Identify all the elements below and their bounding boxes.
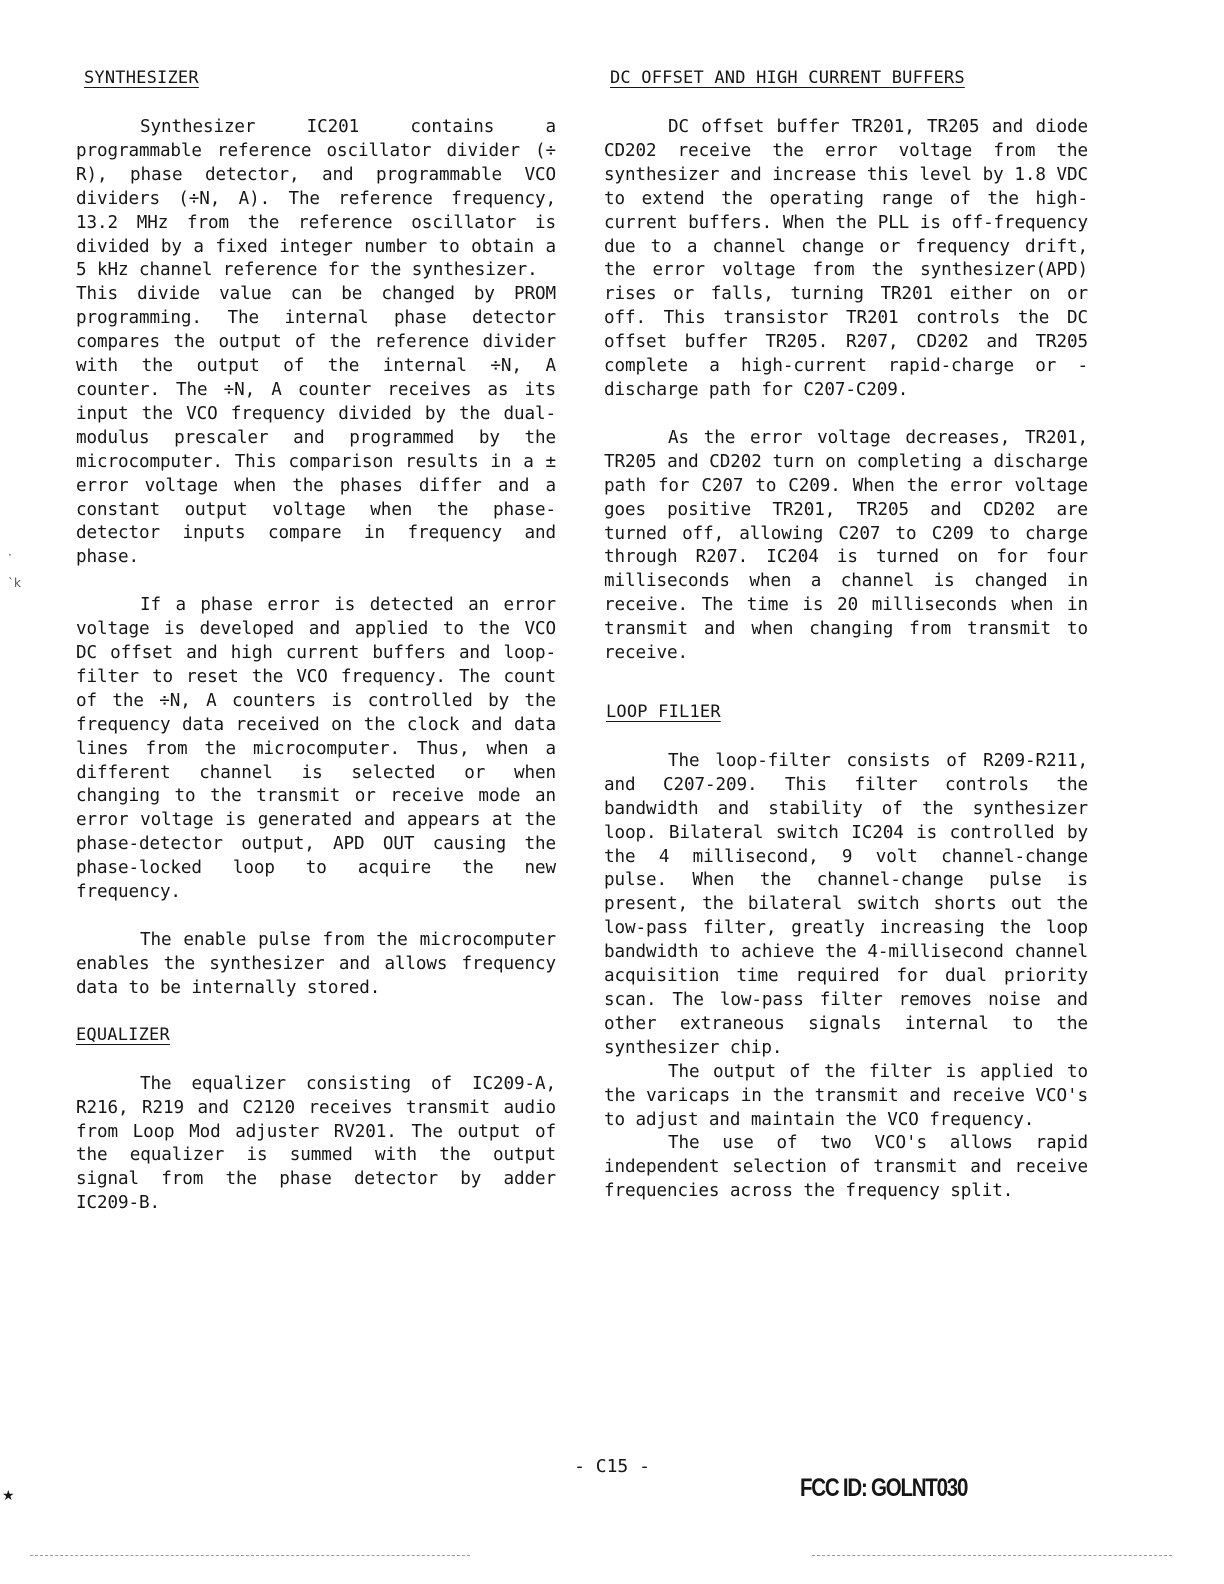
right-column bbox=[604, 66, 1088, 1228]
dc-offset-paragraph-1: DC offset buffer TR201, TR205 and diode CD202 receive the error voltage from the synthesizer and increase this level by 1.8 VDC to extend the operating range of the high-current buffers. When the PLL is off-frequency due to a channel change or frequency drift, the error voltage from the synthesizer(APD) rises or falls, turning TR201 either on or off. This transistor TR201 controls the DC offset buffer TR205. R207, CD202 and TR205 complete a high-current rapid-charge or -discharge path for C207-C209. bbox=[604, 117, 1088, 400]
star-mark: ★ bbox=[2, 1488, 15, 1504]
equalizer-heading: EQUALIZER bbox=[76, 1024, 170, 1045]
margin-tick-mark: ˋk bbox=[8, 576, 21, 590]
loop-filter-paragraph-2: The output of the filter is applied to the varicaps in the transmit and receive VCO's to adjust and maintain the VCO frequency. bbox=[604, 1061, 1088, 1130]
bottom-scan-rule-left bbox=[30, 1555, 470, 1556]
dc-offset-paragraph-2: As the error voltage decreases, TR201, TR205 and CD202 turn on completing a discharge path for C207 to C209. When the error voltage goes positive TR201, TR205 and CD202 are turned off, allowing C207 to C209 to charge through R207. IC204 is turned on for four milliseconds when a channel is changed in receive. The time is 20 milliseconds when in transmit and when changing from transmit to receive. bbox=[604, 427, 1088, 664]
loop-filter-heading: LOOP FIL1ER bbox=[606, 701, 721, 722]
loop-filter-paragraph-3: The use of two VCO's allows rapid independent selection of transmit and receive frequencies across the frequency split. bbox=[604, 1133, 1088, 1202]
synthesizer-paragraph-4: The enable pulse from the microcomputer enables the synthesizer and allows frequency data to be internally stored. bbox=[76, 930, 556, 998]
page-number: - C15 - bbox=[574, 1456, 650, 1477]
margin-dot-mark: · bbox=[8, 548, 12, 562]
synthesizer-paragraph-2: This divide value can be changed by PROM programming. The internal phase detector compares the output of the reference divider with the output of the internal ÷N, A counter. The ÷N, A counter receives as its input the VCO frequency divided by the dual-modulus prescaler and programmed by the microcomputer. This comparison results in a ± error voltage when the phases differ and a constant output voltage when the phase-detector inputs compare in frequency and phase. bbox=[76, 284, 556, 568]
synthesizer-heading: SYNTHESIZER bbox=[84, 68, 199, 88]
bottom-scan-rule-right bbox=[812, 1555, 1172, 1556]
loop-filter-paragraph-1: The loop-filter consists of R209-R211, and C207-209. This filter controls the bandwidth and stability of the synthesizer loop. Bilateral switch IC204 is controlled by the 4 millisecond, 9 volt channel-change pulse. When the channel-change pulse is present, the bilateral switch shorts out the low-pass filter, greatly increasing the loop bandwidth to achieve the 4-millisecond channel acquisition time required for dual priority scan. The low-pass filter removes noise and other extraneous signals internal to the synthesizer chip. bbox=[604, 750, 1088, 1058]
equalizer-paragraph-1: The equalizer consisting of IC209-A, R216, R219 and C2120 receives transmit audio from Loop Mod adjuster RV201. The output of the equalizer is summed with the output signal from the phase detector by adder IC209-B. bbox=[76, 1073, 556, 1214]
fcc-id-label: FCC ID: GOLNT030 bbox=[800, 1474, 968, 1502]
synthesizer-paragraph-1: Synthesizer IC201 contains a programmable reference oscillator divider (÷ R), phase detector, and programmable VCO dividers (÷N, A). The reference frequency, 13.2 MHz from the reference oscillator is divided by a fixed integer number to obtain a 5 kHz channel reference for the synthesizer. bbox=[76, 117, 556, 281]
synthesizer-paragraph-3: If a phase error is detected an error voltage is developed and applied to the VCO DC offset and high current buffers and loop-filter to reset the VCO frequency. The count of the ÷N, A counters is controlled by the frequency data received on the clock and data lines from the microcomputer. Thus, when a different channel is selected or when changing to the transmit or receive mode an error voltage is generated and appears at the phase-detector output, APD OUT causing the phase-locked loop to acquire the new frequency. bbox=[76, 595, 556, 903]
dc-offset-heading: DC OFFSET AND HIGH CURRENT BUFFERS bbox=[610, 68, 965, 88]
left-column bbox=[76, 66, 556, 1240]
